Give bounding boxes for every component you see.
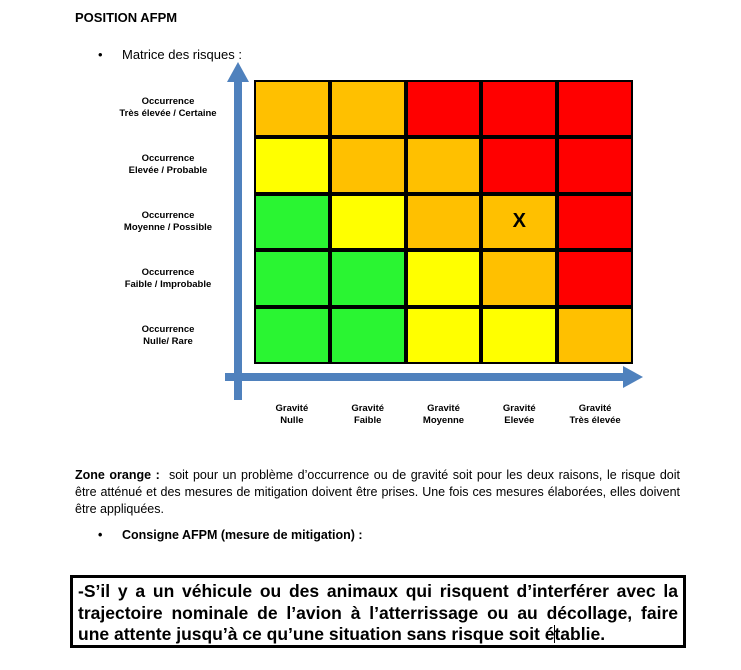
section-label-matrice: Matrice des risques : [122,47,242,62]
y-label-line1: Occurrence [141,96,195,108]
x-label-line2: Faible [353,415,382,426]
bullet-icon: • [98,528,103,542]
x-axis-arrowhead [623,366,643,388]
bullet-consigne [98,528,363,542]
y-label-line2: Très élevée / Certaine [119,108,217,120]
matrix-cell-r3-c3 [483,252,555,305]
matrix-cell-r1-c1 [332,139,404,192]
y-label-row-0 [93,96,243,120]
x-label-col-1 [328,403,408,427]
matrix-cell-r2-c2 [408,196,480,249]
x-label-line2: Elevée [504,415,535,426]
y-label-row-4 [93,324,243,348]
x-label-line1: Gravité [275,403,309,414]
matrix-cell-r3-c4 [559,252,631,305]
matrix-cell-r2-c3 [483,196,555,249]
matrix-cell-r0-c4 [559,82,631,135]
y-label-line2: Nulle/ Rare [143,335,193,347]
x-label-col-3 [479,403,559,427]
y-label-row-1 [93,153,243,177]
x-label-col-4 [555,403,635,427]
x-label-line1: Gravité [427,403,460,414]
x-label-line2: Nulle [280,415,304,426]
matrix-cell-r2-c0 [256,196,328,249]
matrix-cell-r1-c2 [408,139,480,192]
x-label-line1: Gravité [351,403,385,414]
matrix-cell-r2-c1 [332,196,404,249]
bullet-icon: • [98,47,103,62]
instruction-text-part1: -S’il y a un véhicule ou des animaux qui risquent d’interférer avec la trajectoire nominale de l’avion à l’atterrissage ou au décollage, faire une attente jusqu’à ce qu’une situation sans risque soit é [78,581,678,644]
y-axis-arrowhead [227,62,249,82]
x-axis-arrow [225,366,643,388]
y-label-line1: Occurrence [141,210,195,221]
matrix-cell-r4-c4 [559,309,631,362]
y-label-line1: Occurrence [141,266,195,278]
y-label-line2: Moyenne / Possible [123,222,213,233]
page-heading: POSITION AFPM [75,10,178,25]
x-label-line1: Gravité [502,403,536,414]
y-label-row-3 [93,267,243,291]
x-axis-shaft [225,373,625,381]
y-label-line1: Occurrence [141,323,195,335]
x-label-col-0 [252,403,332,427]
matrix-cell-r4-c1 [332,309,404,362]
matrix-cell-r3-c1 [332,252,404,305]
y-axis-shaft [234,80,242,400]
y-label-row-2 [93,210,243,234]
matrix-cell-r1-c3 [483,139,555,192]
matrix-cell-r1-c4 [559,139,631,192]
zone-orange-paragraph [75,467,684,518]
matrix-cell-r3-c2 [408,252,480,305]
risk-marker: X [512,210,526,233]
y-label-line2: Elevée / Probable [128,165,208,177]
instruction-box[interactable] [70,575,686,648]
matrix-cell-r4-c2 [408,309,480,362]
matrix-cell-r0-c1 [332,82,404,135]
matrix-cell-r0-c2 [408,82,480,135]
x-label-line2: Moyenne [422,415,465,426]
matrix-cell-r4-c3 [483,309,555,362]
matrix-cell-r3-c0 [256,252,328,305]
y-label-line1: Occurrence [141,153,195,165]
matrix-cell-r0-c3 [483,82,555,135]
zone-orange-text: soit pour un problème d’occurrence ou de gravité soit pour les deux raisons, le risque doit être atténué et des mesures de mitigation doivent être prises. Une fois ces mesures élaborées, elles doivent être appliquées. [75,468,684,516]
risk-matrix-grid [254,80,633,364]
x-label-line1: Gravité [578,403,612,414]
section-label-consigne: Consigne AFPM (mesure de mitigation) : [122,528,363,542]
x-label-col-2 [404,403,484,427]
matrix-cell-r1-c0 [256,139,328,192]
y-label-line2: Faible / Improbable [124,278,212,290]
matrix-cell-r0-c0 [256,82,328,135]
instruction-text-part2: tablie. [554,624,606,644]
matrix-cell-r4-c0 [256,309,328,362]
matrix-cell-r2-c4 [559,196,631,249]
x-label-line2: Très élevée [569,415,621,426]
zone-orange-label: Zone orange : [75,468,160,482]
